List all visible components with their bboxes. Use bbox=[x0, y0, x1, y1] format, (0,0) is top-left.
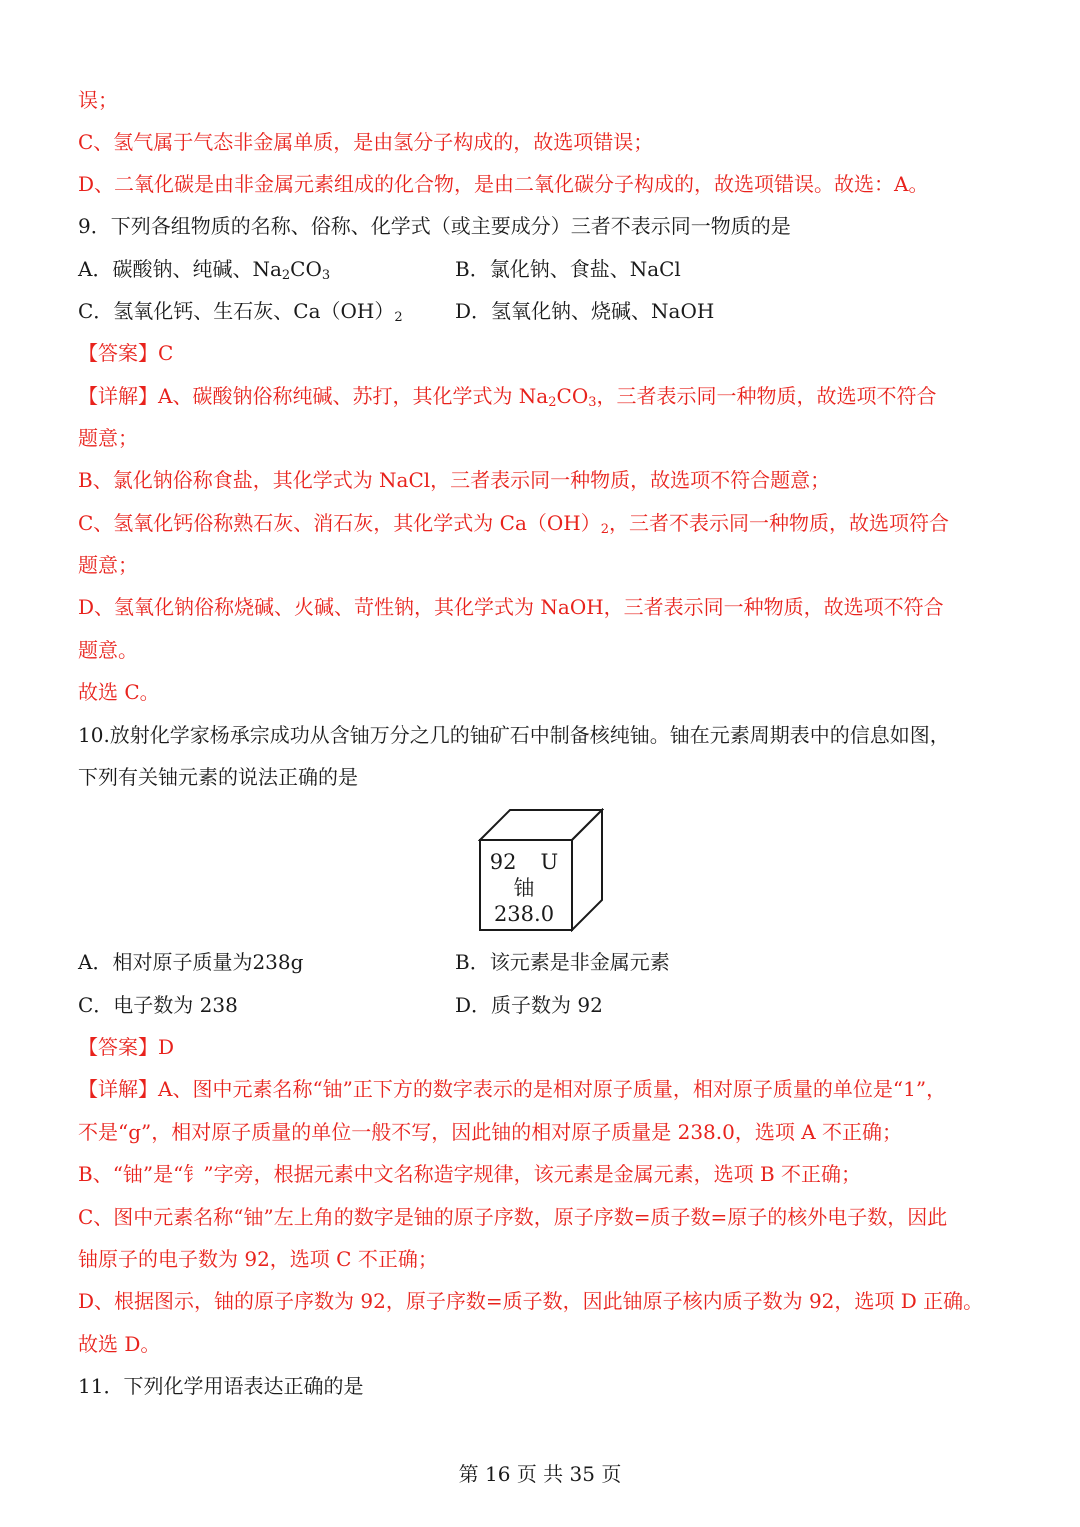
q10-option-c: C．电子数为 238 bbox=[78, 993, 238, 1017]
explanation-line: D、二氧化碳是由非金属元素组成的化合物，是由二氧化碳分子构成的，故选项错误。故选：A。 bbox=[78, 172, 929, 196]
q9-option-d: D．氢氧化钠、烧碱、NaOH bbox=[455, 299, 715, 323]
q10-option-a: A．相对原子质量为238g bbox=[78, 950, 304, 974]
q10-explanation-line: C、图中元素名称“铀”左上角的数字是铀的原子序数，原子序数=质子数=原子的核外电子数，因此 bbox=[78, 1205, 948, 1229]
q9-explanation-line: D、氢氧化钠俗称烧碱、火碱、苛性钠，其化学式为 NaOH，三者表示同一种物质，故选项不符合 bbox=[78, 595, 944, 619]
explanation-line: C、氢气属于气态非金属单质，是由氢分子构成的，故选项错误； bbox=[78, 130, 654, 154]
q9-explanation-line: 题意； bbox=[78, 426, 138, 450]
q10-answer: 【答案】D bbox=[78, 1035, 175, 1059]
question-10-stem: 下列有关铀元素的说法正确的是 bbox=[78, 765, 358, 789]
q9-option-b: B．氯化钠、食盐、NaCl bbox=[455, 257, 681, 281]
q9-explanation-line: 【详解】A、碳酸钠俗称纯碱、苏打，其化学式为 $Na_2CO_3$，三者表示同一种物质，故选项不符合 bbox=[78, 384, 937, 410]
element-number-symbol: 92 U bbox=[489, 850, 559, 874]
q10-explanation-line: D、根据图示，铀的原子序数为 92，原子序数=质子数，因此铀原子核内质子数为 92，选项 D 正确。 bbox=[78, 1289, 984, 1313]
q10-conclusion: 故选 D。 bbox=[78, 1332, 161, 1356]
question-9-stem: 9．下列各组物质的名称、俗称、化学式（或主要成分）三者不表示同一物质的是 bbox=[78, 214, 791, 238]
q10-option-d: D．质子数为 92 bbox=[455, 993, 603, 1017]
q9-conclusion: 故选 C。 bbox=[78, 680, 160, 704]
explanation-line: 误； bbox=[78, 88, 118, 112]
q9-answer: 【答案】C bbox=[78, 341, 174, 365]
question-10-stem: 10.放射化学家杨承宗成功从含铀万分之几的铀矿石中制备核纯铀。铀在元素周期表中的信息如图， bbox=[78, 723, 950, 747]
q10-explanation-line: B、“铀”是“钅”字旁，根据元素中文名称造字规律，该元素是金属元素，选项 B 不正确； bbox=[78, 1162, 862, 1186]
question-11-stem: 11．下列化学用语表达正确的是 bbox=[78, 1374, 364, 1398]
q10-explanation-line: 铀原子的电子数为 92，选项 C 不正确； bbox=[78, 1247, 438, 1271]
q10-explanation-line: 【详解】A、图中元素名称“铀”正下方的数字表示的是相对原子质量，相对原子质量的单位是“1”， bbox=[78, 1077, 947, 1101]
element-mass: 238.0 bbox=[493, 902, 555, 926]
page-footer: 第 16 页 共 35 页 bbox=[458, 1462, 622, 1486]
q10-option-b: B．该元素是非金属元素 bbox=[455, 950, 670, 974]
q9-explanation-line: B、氯化钠俗称食盐，其化学式为 NaCl，三者表示同一种物质，故选项不符合题意； bbox=[78, 468, 831, 492]
q9-explanation-line: 题意； bbox=[78, 553, 138, 577]
q10-explanation-line: 不是“g”，相对原子质量的单位一般不写，因此铀的相对原子质量是 238.0，选项 A 不正确； bbox=[78, 1120, 903, 1144]
element-name: 铀 bbox=[513, 876, 535, 900]
q9-option-a: A．碳酸钠、纯碱、$Na_2CO_3$ bbox=[78, 257, 331, 283]
q9-option-c: C．氢氧化钙、生石灰、$Ca(OH)_2$ bbox=[78, 299, 403, 325]
q9-explanation-line: 题意。 bbox=[78, 638, 138, 662]
q9-explanation-line: C、氢氧化钙俗称熟石灰、消石灰，其化学式为 $Ca(OH)_2$，三者不表示同一种物质，故选项符合 bbox=[78, 511, 950, 537]
